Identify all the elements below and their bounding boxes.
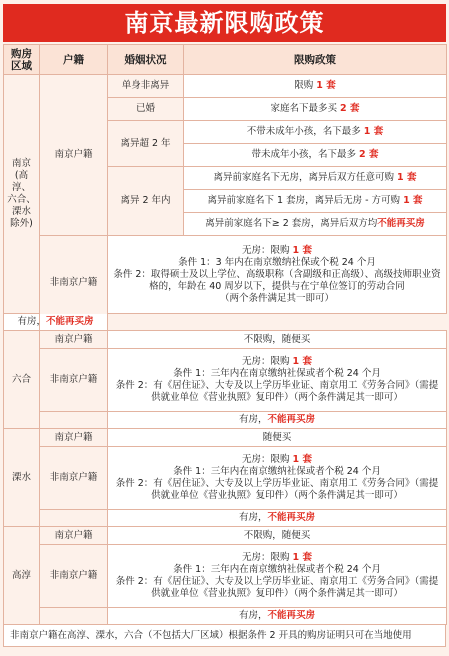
header-area: 购房 区域	[4, 45, 40, 75]
policy-lishui-local: 随便买	[108, 429, 447, 447]
table-row	[4, 314, 447, 331]
area-nanjing: 南京 (高淳、 六合、 溧水 除外)	[4, 75, 40, 314]
policy-married: 家庭名下最多买 2 套	[184, 98, 447, 121]
hukou-lishui-local: 南京户籍	[40, 429, 108, 447]
policy-div-lt2-a: 离异前家庭名下无房，离异后双方任意可购 1 套	[184, 167, 447, 190]
marital-married: 已婚	[108, 98, 184, 121]
table-row	[4, 527, 447, 545]
marital-divorced-within-2y: 离异 2 年内	[108, 167, 184, 236]
policy-luhe-local: 不限购，随便买	[108, 331, 447, 349]
table-row	[4, 447, 447, 510]
header-policy: 限购政策	[184, 45, 447, 75]
hukou-nanjing-nonlocal: 非南京户籍	[40, 236, 108, 331]
header-row	[4, 45, 447, 75]
marital-single: 单身非离异	[108, 75, 184, 98]
header-hukou: 户籍	[40, 45, 108, 75]
policy-luhe-hashouse: 有房，不能再买房	[108, 412, 447, 429]
table-row	[4, 349, 447, 412]
policy-nanjing-hashouse: 有房，不能再买房	[4, 314, 108, 331]
table-row	[4, 331, 447, 349]
policy-table	[3, 44, 447, 625]
policy-lishui-hashouse: 有房，不能再买房	[108, 510, 447, 527]
table-row	[4, 75, 447, 98]
footnote: 非南京户籍在高淳、溧水，六合（不包括大厂区域）根据条件 2 开具的购房证明只可在当地使用	[3, 625, 446, 647]
policy-div-gt2-a: 不带未成年小孩，名下最多 1 套	[184, 121, 447, 144]
table-row	[4, 608, 447, 625]
page-title: 南京最新限购政策	[3, 4, 446, 42]
hukou-luhe-local: 南京户籍	[40, 331, 108, 349]
hukou-luhe-nonlocal: 非南京户籍	[40, 349, 108, 412]
area-luhe: 六合	[4, 331, 40, 429]
policy-div-lt2-b: 离异前家庭名下 1 套房，离异后无房 - 方可购 1 套	[184, 190, 447, 213]
marital-divorced-over-2y: 离异超 2 年	[108, 121, 184, 167]
header-marital: 婚姻状况	[108, 45, 184, 75]
policy-lishui-nonlocal: 无房：限购 1 套 条件 1：三年内在南京缴纳社保或者个税 24 个月 条件 2：有《居住证》、大专及以上学历毕业证、南京用工《劳务合同》（需提供就业单位《营业执照》复印件）（两个条件满足其一即可）	[108, 447, 447, 510]
area-lishui: 溧水	[4, 429, 40, 527]
policy-gaochun-hashouse: 有房，不能再买房	[108, 608, 447, 625]
policy-luhe-nonlocal: 无房：限购 1 套 条件 1：三年内在南京缴纳社保或者个税 24 个月 条件 2：有《居住证》、大专及以上学历毕业证、南京用工《劳务合同》（需提供就业单位《营业执照》复印件）（两个条件满足其一即可）	[108, 349, 447, 412]
policy-gaochun-nonlocal: 无房：限购 1 套 条件 1：三年内在南京缴纳社保或者个税 24 个月 条件 2：有《居住证》、大专及以上学历毕业证、南京用工《劳务合同》（需提供就业单位《营业执照》复印件）（两个条件满足其一即可）	[108, 545, 447, 608]
policy-single: 限购 1 套	[184, 75, 447, 98]
table-row	[4, 510, 447, 527]
table-row	[4, 412, 447, 429]
policy-nanjing-nonlocal: 无房：限购 1 套 条件 1：3 年内在南京缴纳社保或个税 24 个月 条件 2：取得硕士及以上学位、高级职称（含副级和正高级）、高级技师职业资格的，年龄在 40 周岁以下，提供与在宁单位签订的劳动合同 （两个条件满足其一即可）	[108, 236, 447, 314]
table-row	[4, 545, 447, 608]
hukou-gaochun-local: 南京户籍	[40, 527, 108, 545]
policy-div-gt2-b: 带未成年小孩，名下最多 2 套	[184, 144, 447, 167]
area-gaochun: 高淳	[4, 527, 40, 625]
hukou-lishui-nonlocal: 非南京户籍	[40, 447, 108, 510]
table-row	[4, 429, 447, 447]
policy-div-lt2-c: 离异前家庭名下≥ 2 套房，离异后双方均不能再买房	[184, 213, 447, 236]
table-row	[4, 236, 447, 314]
policy-gaochun-local: 不限购，随便买	[108, 527, 447, 545]
hukou-nanjing-local: 南京户籍	[40, 75, 108, 236]
hukou-gaochun-nonlocal: 非南京户籍	[40, 545, 108, 608]
